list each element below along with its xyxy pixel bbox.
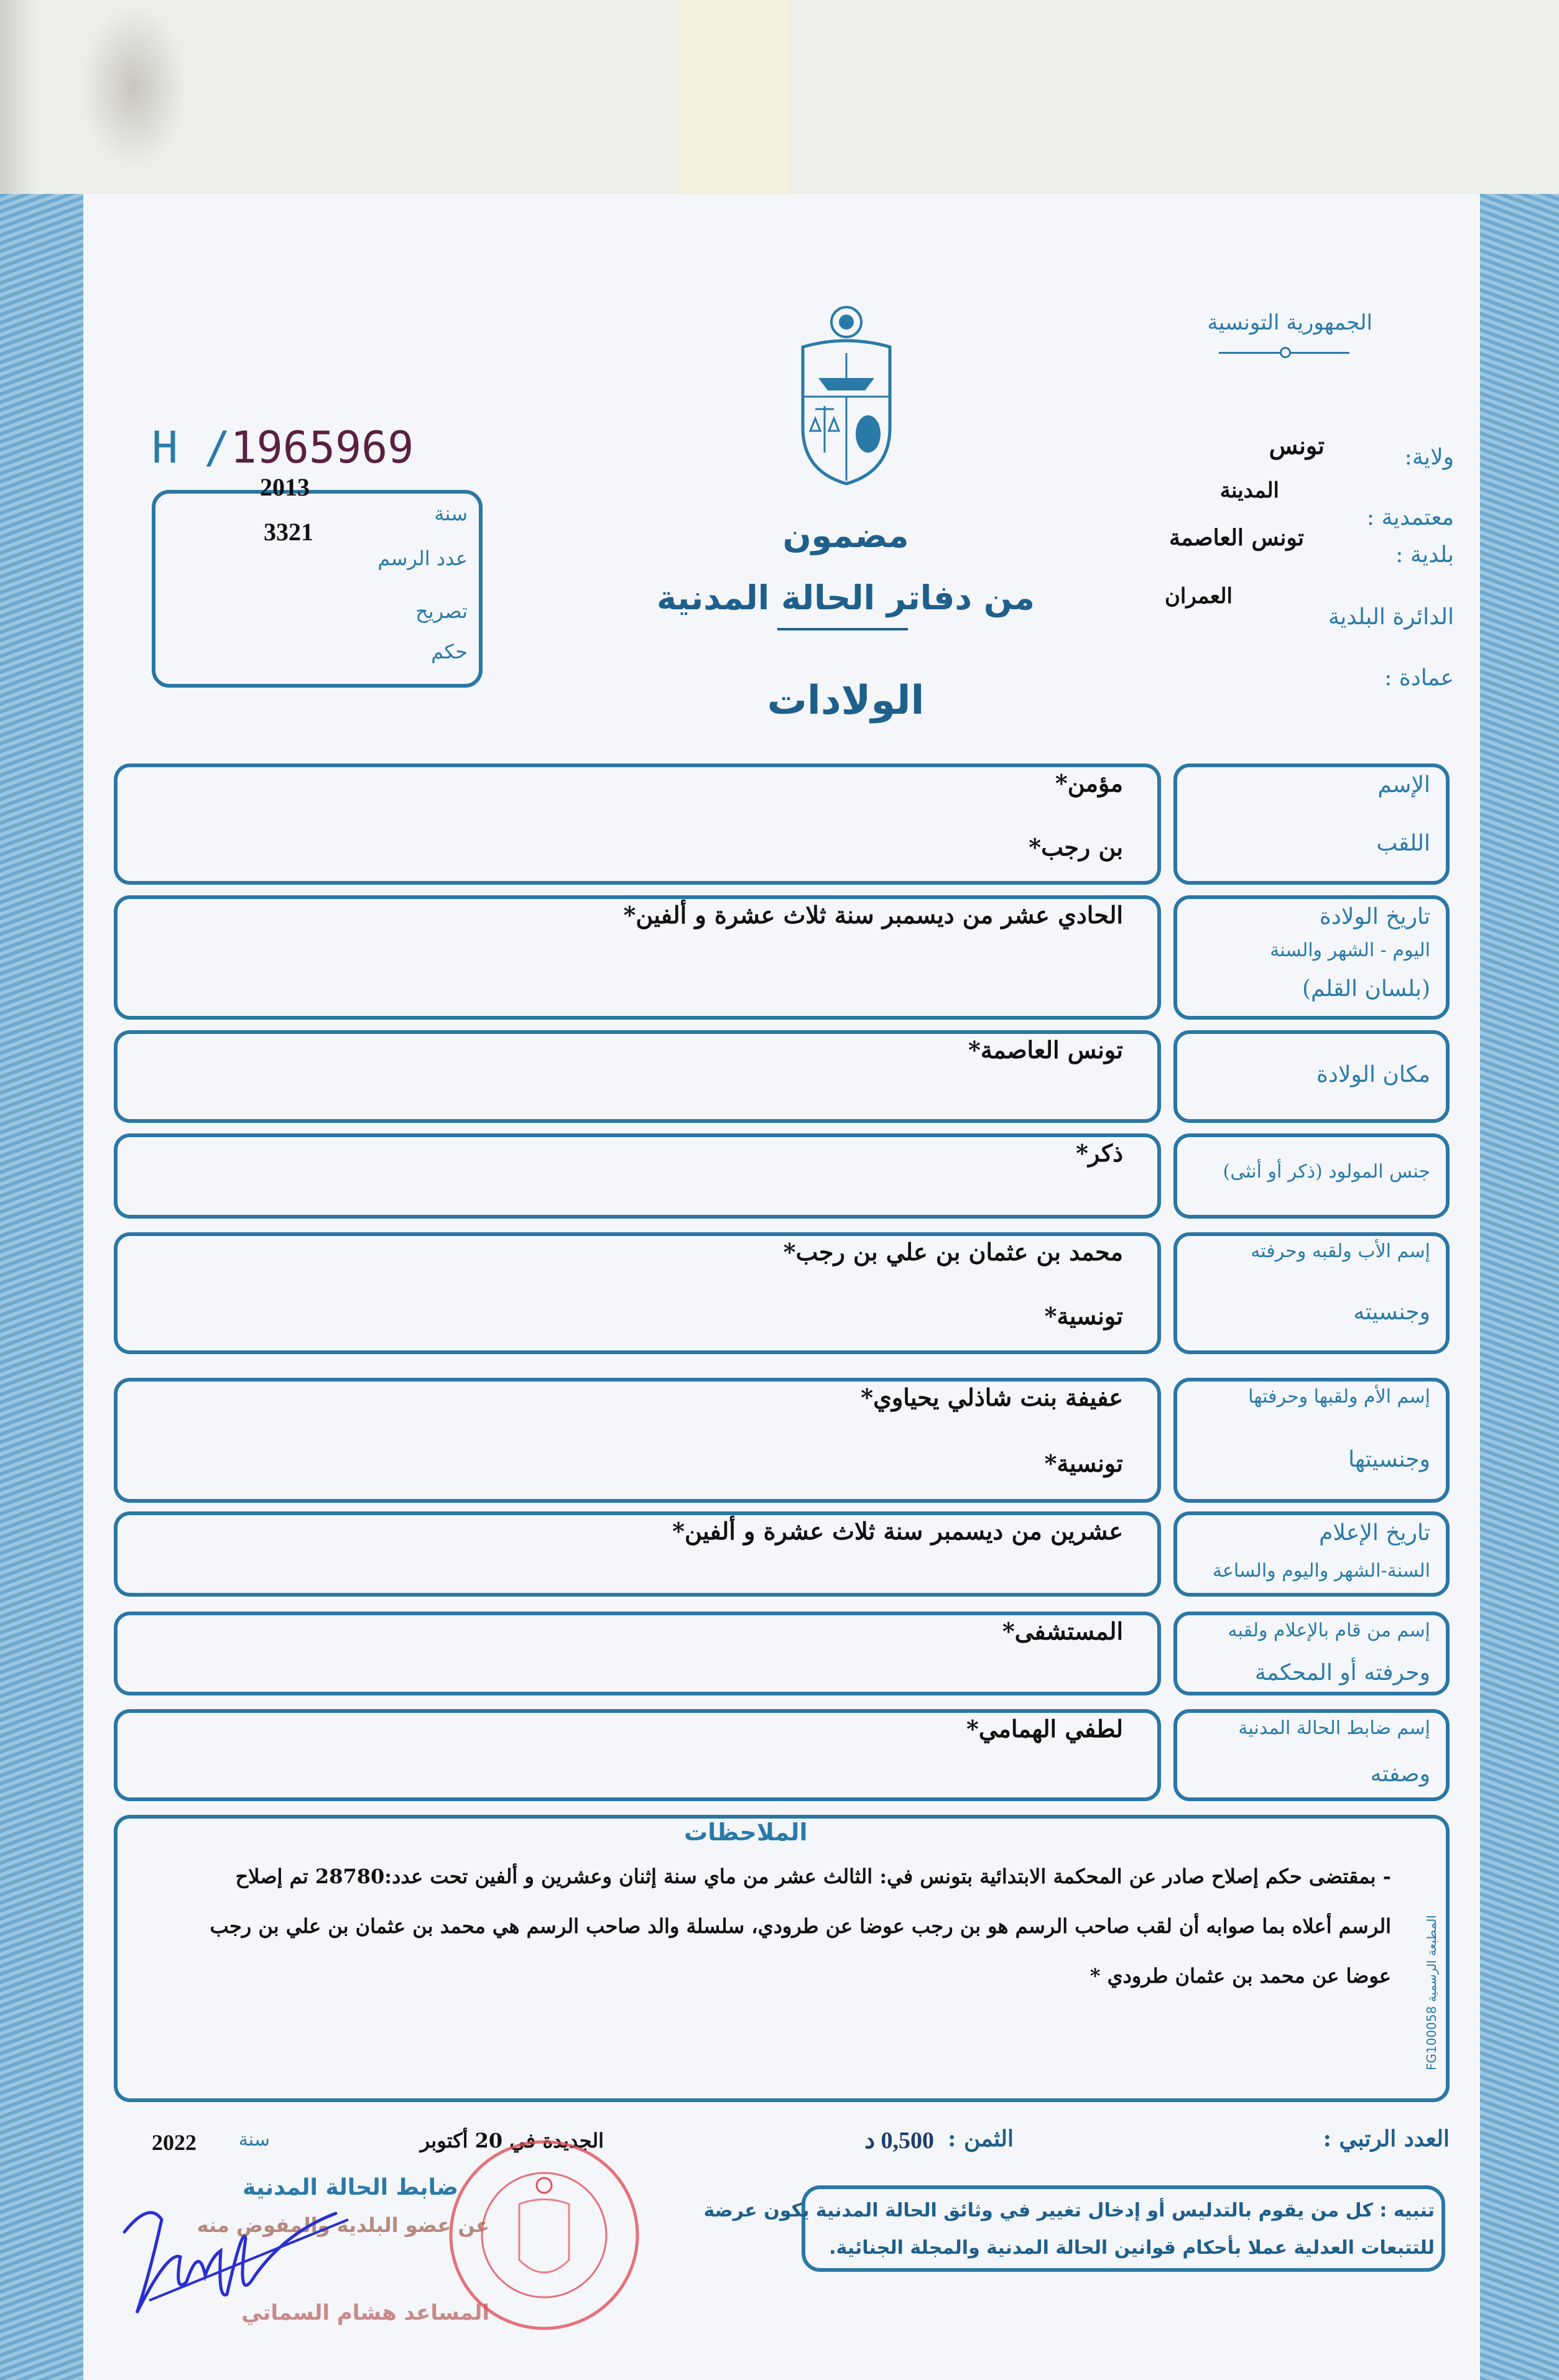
price-label: الثمن : (948, 2126, 1014, 2152)
row-value: الحادي عشر من ديسمبر سنة ثلاث عشرة و ألفين* (623, 901, 1123, 929)
register-record-value: 3321 (264, 518, 313, 546)
governorate-label: ولاية: (1404, 445, 1454, 470)
notes-box (114, 1815, 1450, 2102)
scan-artifact (81, 6, 187, 168)
row-value: ذكر* (1076, 1139, 1123, 1167)
register-year-value: 2013 (260, 473, 310, 501)
district-label: الدائرة البلدية (1328, 604, 1454, 630)
serial-prefix: H / (152, 422, 231, 473)
guilloche-border-left (0, 194, 83, 2380)
row-value-2: بن رجب* (1029, 833, 1123, 861)
register-record-label: عدد الرسم (377, 547, 468, 570)
notes-line-2: الرسم أعلاه بما صوابه أن لقب صاحب الرسم هو بن رجب عوضا عن طرودي، سلسلة والد صاحب الرسم هي محمد بن عثمان بن علي بن رجب (210, 1914, 1391, 1938)
row-value-box (114, 763, 1161, 885)
row-label: إسم الأب ولقبه وحرفته (1251, 1240, 1430, 1262)
judgment-label: حكم (431, 640, 468, 663)
officer-title: ضابط الحالة المدنية (243, 2175, 458, 2200)
price-value: 0,500 د (864, 2128, 934, 2154)
row-value: محمد بن عثمان بن علي بن رجب* (783, 1238, 1123, 1266)
officer-delegate: عن عضو البلدية والمفوض منه (197, 2213, 489, 2237)
row-value: لطفي الهمامي* (966, 1715, 1123, 1743)
row-label: جنس المولود (ذكر أو أنثى) (1223, 1160, 1430, 1183)
notes-heading: الملاحظات (684, 1819, 808, 1846)
issue-year-value: 2022 (152, 2130, 197, 2155)
row-label2: وجنسيته (1353, 1299, 1430, 1325)
row-label2: السنة-الشهر واليوم والساعة (1212, 1559, 1430, 1582)
row-label2: وجنسيتها (1348, 1446, 1430, 1472)
serial-digits: 1965969 (230, 422, 414, 473)
governorate-value: تونس (1269, 431, 1325, 459)
row-label: تاريخ الإعلام (1319, 1520, 1430, 1546)
divider-ornament (1280, 347, 1291, 358)
declaration-label: تصريح (415, 599, 468, 623)
row-value: تونس العاصمة* (968, 1036, 1123, 1064)
row-label2: اللقب (1376, 830, 1430, 856)
imada-label: عمادة : (1384, 665, 1454, 691)
row-value-box (114, 1133, 1161, 1219)
serial-number-label: العدد الرتبي : (1323, 2126, 1450, 2152)
serial-number (152, 423, 414, 473)
row-label: إسم الأم ولقبها وحرفتها (1248, 1386, 1430, 1408)
row-value: المستشفى* (1002, 1617, 1123, 1645)
issue-year-label: سنة (238, 2129, 270, 2151)
signature (112, 2176, 373, 2338)
warning-line-1: تنبيه : كل من يقوم بالتدليس أو إدخال تغيير في وثائق الحالة المدنية يكون عرضة (703, 2200, 1435, 2221)
row-value: عفيفة بنت شاذلي يحياوي* (861, 1383, 1123, 1411)
notes-line-3: عوضا عن محمد بن عثمان طرودي * (1089, 1964, 1391, 1988)
row-label: تاريخ الولادة (1319, 904, 1430, 929)
title-civil-registers: من دفاتر الحالة المدنية (657, 578, 1035, 617)
row-label2: وحرفته أو المحكمة (1254, 1659, 1430, 1686)
republic-header: الجمهورية التونسية (1207, 310, 1372, 335)
municipality-label: بلدية : (1395, 542, 1454, 568)
title-summary: مضمون (782, 516, 909, 555)
tunisia-coat-of-arms-icon (797, 303, 896, 487)
row-label: إسم من قام بالإعلام ولقبه (1228, 1620, 1430, 1641)
issue-date-place: الجديدة في 20 أكتوبر (420, 2129, 604, 2152)
official-stamp (445, 2136, 644, 2335)
row-label2: وصفته (1370, 1761, 1430, 1787)
row-label: مكان الولادة (1316, 1061, 1430, 1087)
row-value-2: تونسية* (1044, 1449, 1123, 1477)
register-year-label: سنة (434, 502, 468, 525)
printer-mark: المطبعة الرسمية FG100058 (1424, 1915, 1439, 2070)
row-label3: (بلسان القلم) (1302, 976, 1430, 1002)
warning-box (802, 2185, 1445, 2272)
district-value: العمران (1164, 584, 1233, 609)
notes-line-1: - بمقتضى حكم إصلاح صادر عن المحكمة الابتدائية بتونس في: الثالث عشر من ماي سنة إثنان وعشرين و ألفين تحت عدد:28780 تم إصلاح (235, 1865, 1391, 1888)
tape-strip (678, 0, 790, 194)
row-value: عشرين من ديسمبر سنة ثلاث عشرة و ألفين* (672, 1517, 1123, 1545)
delegation-value: المدينة (1219, 478, 1279, 503)
officer-name: المساعد هشام السماتي (241, 2300, 489, 2325)
row-label: الإسم (1377, 772, 1430, 798)
municipality-value: تونس العاصمة (1168, 525, 1304, 551)
row-value: مؤمن* (1055, 769, 1123, 797)
title-births: الولادات (767, 678, 925, 724)
row-value-2: تونسية* (1044, 1302, 1123, 1330)
warning-line-2: للتتبعات العدلية عملا بأحكام قوانين الحالة المدنية والمجلة الجنائية. (829, 2237, 1435, 2259)
guilloche-border-right (1480, 194, 1559, 2380)
row-label: إسم ضابط الحالة المدنية (1238, 1717, 1430, 1739)
scan-shadow (0, 0, 37, 194)
delegation-label: معتمدية : (1366, 505, 1454, 530)
title-underline (777, 628, 908, 630)
row-label2: اليوم - الشهر والسنة (1270, 939, 1430, 961)
